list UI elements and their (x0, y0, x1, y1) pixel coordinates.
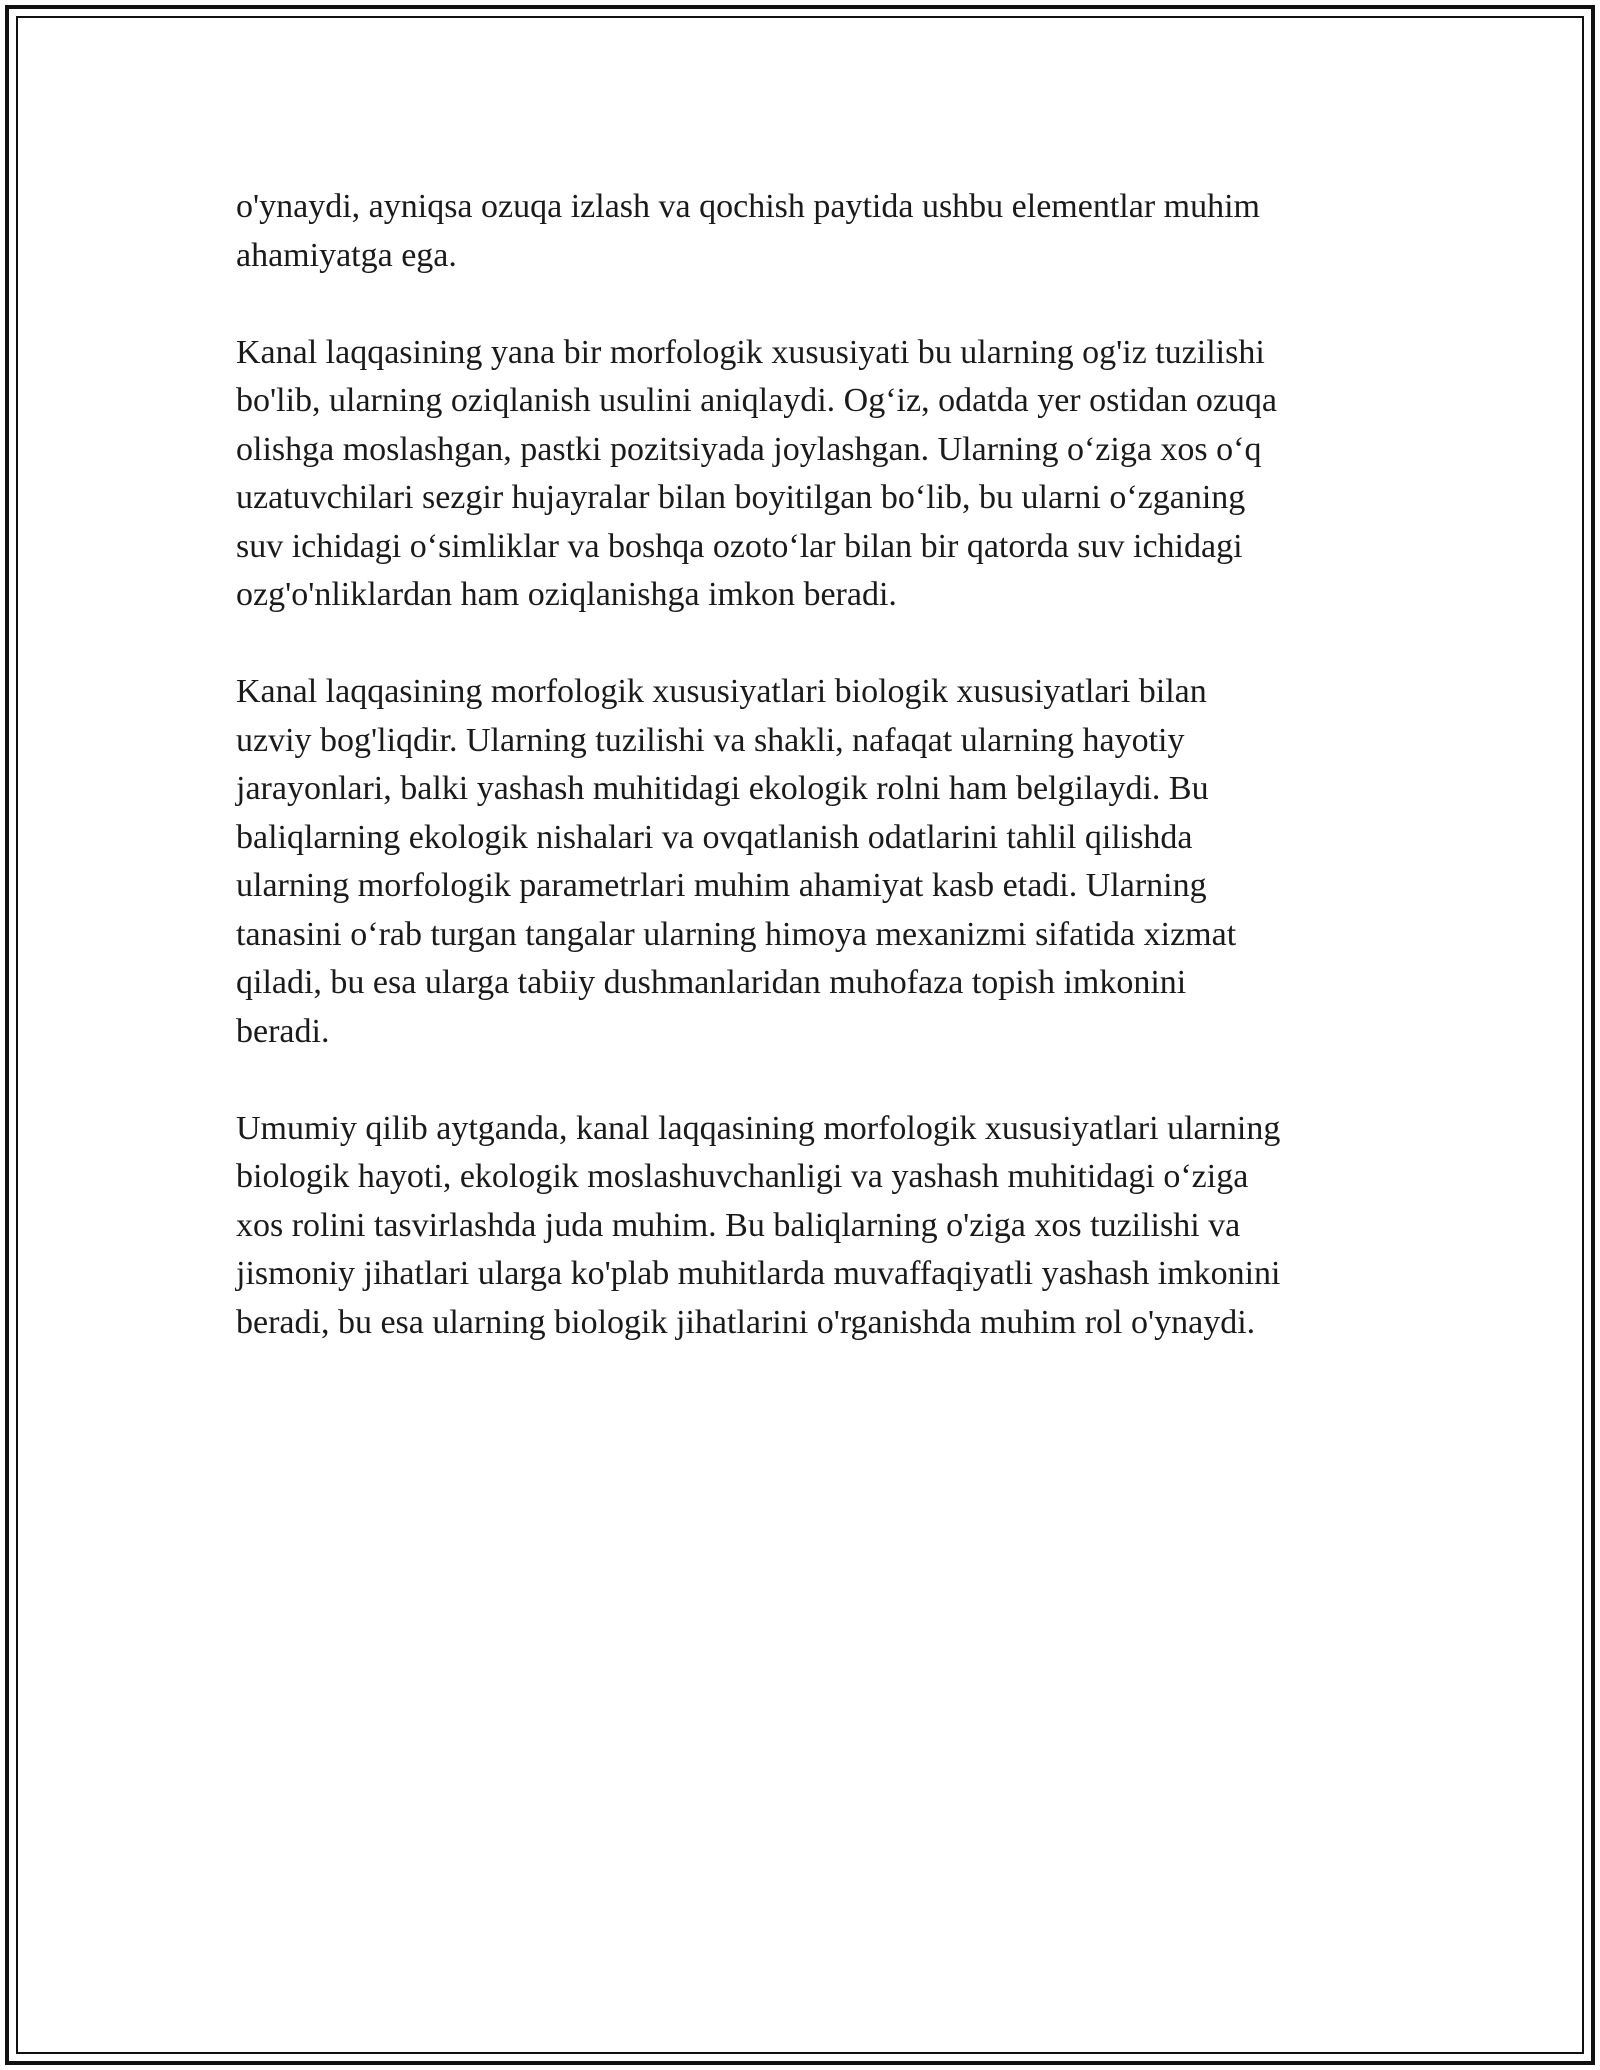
paragraph-4: Umumiy qilib aytganda, kanal laqqasining morfologik xususiyatlari ularning biologik hayoti, ekologik moslashuvchanligi va yashash muhitidagi o‘ziga xos rolini tasvirlashda juda muhim. Bu baliqlarning o'ziga xos tuzilishi va jismoniy jihatlari ularga ko'plab muhitlarda muvaffaqiyatli yashash imkonini beradi, bu esa ularning biologik jihatlarini o'rganishda muhim rol o'ynaydi. (236, 1109, 1281, 1341)
paragraph-3: Kanal laqqasining morfologik xususiyatlari biologik xususiyatlari bilan uzviy bog'liqdir. Ularning tuzilishi va shakli, nafaqat ularning hayotiy jarayonlari, balki yashash muhitidagi ekologik rolni ham belgilaydi. Bu baliqlarning ekologik nishalari va ovqatlanish odatlarini tahlil qilishda ularning morfologik parametrlari muhim ahamiyat kasb etadi. Ularning tanasini o‘rab turgan tangalar ularning himoya mexanizmi sifatida xizmat qiladi, bu esa ularga tabiiy dushmanlaridan muhofaza topish imkonini beradi. (236, 673, 1237, 1050)
document-body (236, 183, 1366, 1396)
paragraph-1: o'ynaydi, ayniqsa ozuqa izlash va qochish paytida ushbu elementlar muhim ahamiyatga ega. (236, 188, 1260, 274)
paragraph-2: Kanal laqqasining yana bir morfologik xususiyati bu ularning og'iz tuzilishi bo'lib, ularning oziqlanish usulini aniqlaydi. Og‘iz, odatda yer ostidan ozuqa olishga moslashgan, pastki pozitsiyada joylashgan. Ularning o‘ziga xos o‘q uzatuvchilari sezgir hujayralar bilan boyitilgan bo‘lib, bu ularni o‘zganing suv ichidagi o‘simliklar va boshqa ozoto‘lar bilan bir qatorda suv ichidagi ozg'o'nliklardan ham oziqlanishga imkon beradi. (236, 333, 1278, 613)
